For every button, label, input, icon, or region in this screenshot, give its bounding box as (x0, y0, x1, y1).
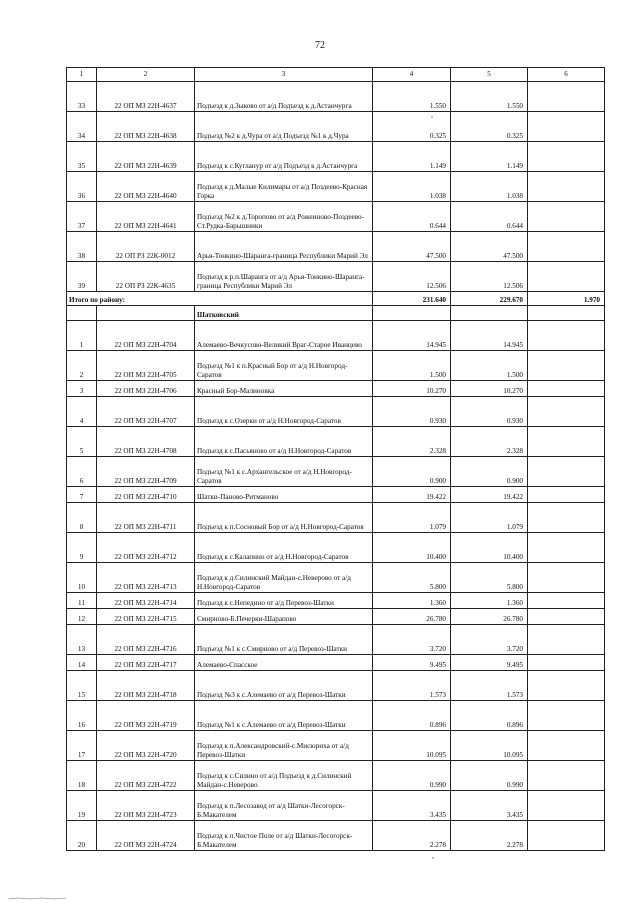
total-col4: 231.640 (373, 292, 451, 306)
length-col5: 19.422 (451, 487, 528, 503)
length-col5: 1.573 (451, 671, 528, 701)
row-number: 39 (67, 262, 97, 292)
length-total: 3.435 (373, 791, 451, 821)
length-total: 47.500 (373, 232, 451, 262)
table-header-row (67, 68, 605, 82)
road-name: Подъезд к с.Непедино от а/д Перевоз-Шатки (195, 593, 373, 609)
table-row (67, 202, 605, 232)
table-row (67, 671, 605, 701)
table-row (67, 427, 605, 457)
road-name: Подъезд №2 к д.Чура от а/д Подъезд №1 к д.Чура (195, 112, 373, 142)
empty-cell (373, 306, 451, 321)
length-total: 0.896 (373, 701, 451, 731)
table-row (67, 397, 605, 427)
length-col6 (528, 397, 605, 427)
length-col5: 0.930 (451, 397, 528, 427)
road-code: 22 ОП МЗ 22Н-4712 (97, 533, 195, 563)
table-row (67, 172, 605, 202)
road-name: Подъезд №2 к д.Торопово от а/д Рожеиново-Поздеево-Ст.Рудка-Барышники (195, 202, 373, 232)
length-col5: 1.550 (451, 82, 528, 112)
road-name: Шатки-Паново-Ритманово (195, 487, 373, 503)
row-number: 11 (67, 593, 97, 609)
road-code: 22 ОП МЗ 22Н-4705 (97, 351, 195, 381)
length-total: 1.500 (373, 351, 451, 381)
row-number: 10 (67, 563, 97, 593)
road-name: Арья-Тонкино-Шаранга-граница Республики Марий Эл (195, 232, 373, 262)
row-number: 8 (67, 503, 97, 533)
road-name: Подъезд к р.п.Шаранга от а/д Арья-Тонкино-Шаранга-граница Республики Марий Эл (195, 262, 373, 292)
road-name: Подъезд к д.Малые Килимары от а/д Поздеево-Красная Горка (195, 172, 373, 202)
length-total: 0.990 (373, 761, 451, 791)
road-name: Смирново-Б.Печерки-Шарапово (195, 609, 373, 625)
length-total: 12.506 (373, 262, 451, 292)
length-total: 2.278 (373, 821, 451, 851)
table-row (67, 381, 605, 397)
length-total: 9.495 (373, 655, 451, 671)
table-row (67, 731, 605, 761)
length-col6 (528, 821, 605, 851)
length-total: 10.095 (373, 731, 451, 761)
road-name: Подъезд к с.Кугланур от а/д Подъезд к д.Астанчурга (195, 142, 373, 172)
table-row (67, 82, 605, 112)
table-row (67, 609, 605, 625)
length-col6 (528, 563, 605, 593)
row-number: 20 (67, 821, 97, 851)
empty-cell (528, 306, 605, 321)
table-row (67, 563, 605, 593)
length-col5: 2.278 (451, 821, 528, 851)
column-header: 6 (528, 68, 605, 82)
row-number: 2 (67, 351, 97, 381)
length-col6 (528, 262, 605, 292)
length-col5: 2.328 (451, 427, 528, 457)
road-name: Алемаево-Спасское (195, 655, 373, 671)
road-code: 22 ОП МЗ 22Н-4641 (97, 202, 195, 232)
length-col6 (528, 731, 605, 761)
row-number: 9 (67, 533, 97, 563)
length-col5: 26.780 (451, 609, 528, 625)
length-total: 0.325 (373, 112, 451, 142)
empty-cell (67, 306, 97, 321)
road-name: Подъезд к п.Чистое Поле от а/д Шатки-Лесогорск-Б.Макателем (195, 821, 373, 851)
row-number: 1 (67, 321, 97, 351)
table-row (67, 351, 605, 381)
row-number: 34 (67, 112, 97, 142)
table-row (67, 821, 605, 851)
length-col5: 9.495 (451, 655, 528, 671)
length-col5: 1.500 (451, 351, 528, 381)
row-number: 33 (67, 82, 97, 112)
road-name: Подъезд к п.Сосновый Бор от а/д Н.Новгород-Саратов (195, 503, 373, 533)
length-total: 1.038 (373, 172, 451, 202)
district-header-row (67, 306, 605, 321)
length-total: 14.945 (373, 321, 451, 351)
road-code: 22 ОП МЗ 22Н-4710 (97, 487, 195, 503)
table-row (67, 262, 605, 292)
road-name: Подъезд к д.Зыково от а/д Подъезд к д.Астанчурга (195, 82, 373, 112)
table-row (67, 457, 605, 487)
length-total: 1.573 (373, 671, 451, 701)
road-code: 22 ОП МЗ 22Н-4715 (97, 609, 195, 625)
length-col5: 5.800 (451, 563, 528, 593)
length-col5: 0.325 (451, 112, 528, 142)
length-col6 (528, 533, 605, 563)
length-col5: 0.896 (451, 701, 528, 731)
length-total: 5.800 (373, 563, 451, 593)
row-number: 35 (67, 142, 97, 172)
total-label: Итого по району: (67, 292, 373, 306)
table-row (67, 791, 605, 821)
road-code: 22 ОП МЗ 22Н-4708 (97, 427, 195, 457)
length-col6 (528, 82, 605, 112)
length-col6 (528, 655, 605, 671)
length-col6 (528, 487, 605, 503)
scan-smudge (8, 895, 68, 901)
road-name: Подъезд к п.Александровский-с.Мисюриха от а/д Перевоз-Шатки (195, 731, 373, 761)
length-col6 (528, 671, 605, 701)
table-row (67, 142, 605, 172)
row-number: 14 (67, 655, 97, 671)
length-col6 (528, 701, 605, 731)
length-total: 10.270 (373, 381, 451, 397)
road-code: 22 ОП МЗ 22Н-4717 (97, 655, 195, 671)
row-number: 37 (67, 202, 97, 232)
scan-speck (432, 857, 434, 859)
roads-register-table (66, 67, 605, 851)
row-number: 5 (67, 427, 97, 457)
road-name: Подъезд к с.Калапино от а/д Н.Новгород-Саратов (195, 533, 373, 563)
district-name: Шатковский (195, 306, 373, 321)
road-code: 22 ОП РЗ 22К-0012 (97, 232, 195, 262)
length-col5: 0.644 (451, 202, 528, 232)
length-col5: 1.038 (451, 172, 528, 202)
page-number: 72 (315, 40, 325, 51)
length-col6 (528, 503, 605, 533)
length-col6 (528, 172, 605, 202)
district-total-row (67, 292, 605, 306)
row-number: 36 (67, 172, 97, 202)
road-code: 22 ОП МЗ 22Н-4714 (97, 593, 195, 609)
length-col5: 14.945 (451, 321, 528, 351)
length-col5: 3.435 (451, 791, 528, 821)
table-row (67, 112, 605, 142)
road-code: 22 ОП МЗ 22Н-4637 (97, 82, 195, 112)
length-col6 (528, 609, 605, 625)
length-col5: 0.900 (451, 457, 528, 487)
road-name: Подъезд к п.Лесозавод от а/д Шатки-Лесогорск-Б.Макателем (195, 791, 373, 821)
table-row (67, 503, 605, 533)
total-col5: 229.670 (451, 292, 528, 306)
length-col6 (528, 593, 605, 609)
road-code: 22 ОП МЗ 22Н-4709 (97, 457, 195, 487)
road-name: Подъезд №1 к с.Архангельское от а/д Н.Новгород-Саратов (195, 457, 373, 487)
length-col6 (528, 142, 605, 172)
length-total: 2.328 (373, 427, 451, 457)
road-code: 22 ОП МЗ 22Н-4719 (97, 701, 195, 731)
length-col6 (528, 457, 605, 487)
length-col6 (528, 202, 605, 232)
length-total: 1.079 (373, 503, 451, 533)
length-col6 (528, 791, 605, 821)
length-total: 1.149 (373, 142, 451, 172)
table-row (67, 533, 605, 563)
table-row (67, 625, 605, 655)
road-code: 22 ОП МЗ 22Н-4640 (97, 172, 195, 202)
table-row (67, 232, 605, 262)
scan-speck (431, 116, 433, 118)
road-name: Подъезд к с.Озерки от а/д Н.Новгород-Саратов (195, 397, 373, 427)
road-code: 22 ОП МЗ 22Н-4724 (97, 821, 195, 851)
length-col6 (528, 381, 605, 397)
length-col5: 10.400 (451, 533, 528, 563)
length-col5: 0.990 (451, 761, 528, 791)
length-col5: 47.500 (451, 232, 528, 262)
length-total: 0.644 (373, 202, 451, 232)
length-col5: 12.506 (451, 262, 528, 292)
road-name: Подъезд №1 к с.Смирново от а/д Перевоз-Шатки (195, 625, 373, 655)
road-code: 22 ОП МЗ 22Н-4638 (97, 112, 195, 142)
road-name: Подъезд №1 к с.Алемаево от а/д Перевоз-Шатки (195, 701, 373, 731)
row-number: 3 (67, 381, 97, 397)
road-code: 22 ОП МЗ 22Н-4639 (97, 142, 195, 172)
length-col6 (528, 761, 605, 791)
length-total: 19.422 (373, 487, 451, 503)
row-number: 6 (67, 457, 97, 487)
length-col5: 10.270 (451, 381, 528, 397)
road-name: Подъезд к д.Силинский Майдан-с.Неверово от а/д Н.Новгород-Саратов (195, 563, 373, 593)
length-total: 0.930 (373, 397, 451, 427)
table-row (67, 593, 605, 609)
length-col5: 1.360 (451, 593, 528, 609)
road-code: 22 ОП РЗ 22К-4635 (97, 262, 195, 292)
row-number: 38 (67, 232, 97, 262)
road-code: 22 ОП МЗ 22Н-4722 (97, 761, 195, 791)
length-col6 (528, 427, 605, 457)
road-code: 22 ОП МЗ 22Н-4704 (97, 321, 195, 351)
table-row (67, 487, 605, 503)
table-row (67, 321, 605, 351)
row-number: 17 (67, 731, 97, 761)
row-number: 12 (67, 609, 97, 625)
column-header: 2 (97, 68, 195, 82)
row-number: 7 (67, 487, 97, 503)
road-code: 22 ОП МЗ 22Н-4716 (97, 625, 195, 655)
length-col6 (528, 351, 605, 381)
road-name: Подъезд №1 к п.Красный Бор от а/д Н.Новгород-Саратов (195, 351, 373, 381)
column-header: 5 (451, 68, 528, 82)
length-col5: 1.079 (451, 503, 528, 533)
length-total: 0.900 (373, 457, 451, 487)
road-name: Подъезд №3 к с.Алемаево от а/д Перевоз-Шатки (195, 671, 373, 701)
length-col6 (528, 625, 605, 655)
length-col6 (528, 232, 605, 262)
total-col6: 1.970 (528, 292, 605, 306)
length-col5: 1.149 (451, 142, 528, 172)
row-number: 13 (67, 625, 97, 655)
row-number: 16 (67, 701, 97, 731)
row-number: 18 (67, 761, 97, 791)
length-col6 (528, 321, 605, 351)
table-row (67, 761, 605, 791)
row-number: 15 (67, 671, 97, 701)
road-code: 22 ОП МЗ 22Н-4711 (97, 503, 195, 533)
road-code: 22 ОП МЗ 22Н-4707 (97, 397, 195, 427)
length-col5: 3.720 (451, 625, 528, 655)
column-header: 3 (195, 68, 373, 82)
column-header: 4 (373, 68, 451, 82)
length-total: 26.780 (373, 609, 451, 625)
length-total: 1.550 (373, 82, 451, 112)
length-total: 1.360 (373, 593, 451, 609)
road-name: Красный Бор-Малиновка (195, 381, 373, 397)
road-code: 22 ОП МЗ 22Н-4706 (97, 381, 195, 397)
length-col5: 10.095 (451, 731, 528, 761)
length-total: 3.720 (373, 625, 451, 655)
road-code: 22 ОП МЗ 22Н-4713 (97, 563, 195, 593)
table-row (67, 655, 605, 671)
road-name: Подъезд к с.Силино от а/д Подъезд к д.Силинский Майдан-с.Неверово (195, 761, 373, 791)
road-name: Алемаево-Вечкусово-Великий Враг-Старое Иванцево (195, 321, 373, 351)
length-total: 10.400 (373, 533, 451, 563)
empty-cell (97, 306, 195, 321)
road-code: 22 ОП МЗ 22Н-4723 (97, 791, 195, 821)
row-number: 4 (67, 397, 97, 427)
row-number: 19 (67, 791, 97, 821)
road-code: 22 ОП МЗ 22Н-4718 (97, 671, 195, 701)
road-code: 22 ОП МЗ 22Н-4720 (97, 731, 195, 761)
road-name: Подъезд к с.Пасьяново от а/д Н.Новгород-Саратов (195, 427, 373, 457)
table-row (67, 701, 605, 731)
length-col6 (528, 112, 605, 142)
empty-cell (451, 306, 528, 321)
column-header: 1 (67, 68, 97, 82)
